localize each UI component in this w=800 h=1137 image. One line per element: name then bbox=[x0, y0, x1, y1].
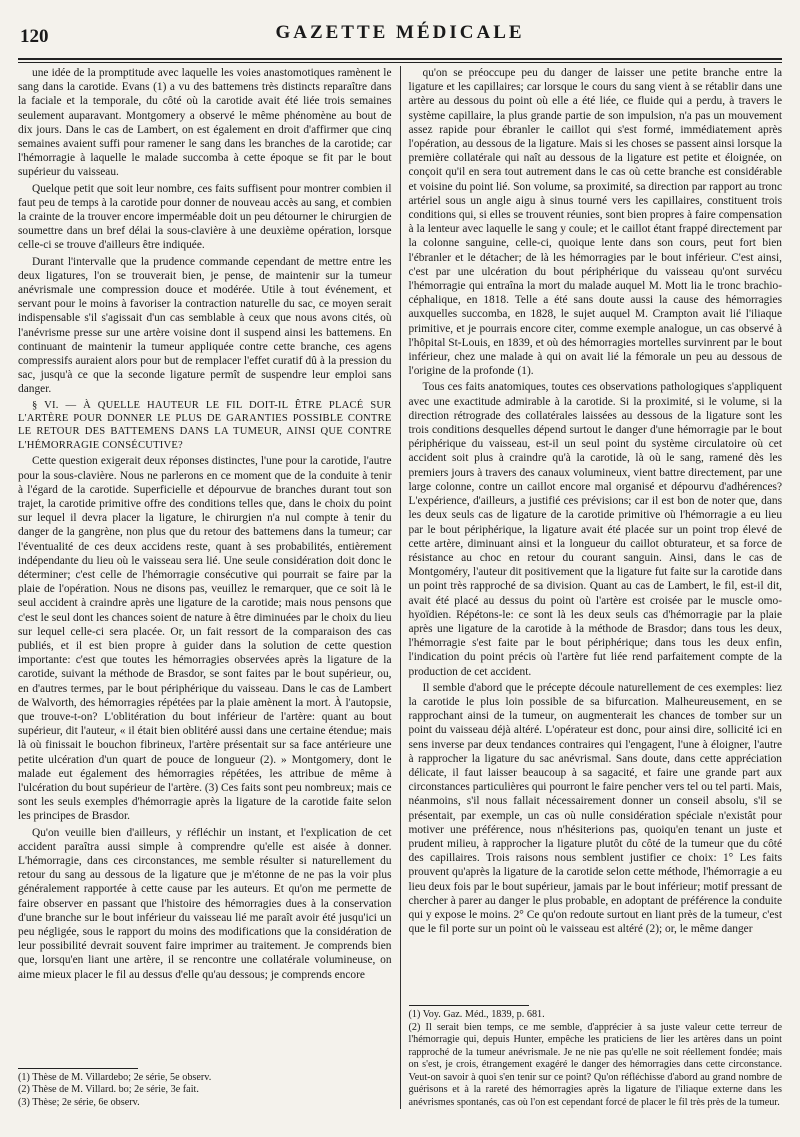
paragraph: Cette question exigerait deux réponses distinctes, l'une pour la carotide, l'autre pour la sous-clavière. Nous ne parlerons en ce moment que de la conduite à tenir à l'égard de la carotide. Superficielle et dépourvue de branches durant tout son trajet, la carotide primitive offre des conditions telles que, dans le choix du point sur lequel il devra placer la ligature, le chirurgien n'a nul compte à tenir du danger de la gangrène, non plus que du retour des battemens dans la tumeur; car l'éventualité de ces deux accidens reste, quant à ses probabilités, entièrement indépendante du lieu où le vaisseau sera lié. Une seule considération doit donc le déterminer; c'est celle de l'hémorragie consécutive qui pourrait se faire par la plaie de l'opération. Nous ne disons pas, veuillez le remarquer, que ce soit là le seul accident à craindre après une ligature de la carotide; mais nous pensons que c'est le seul dont les chances soient de nature à être diminuées par le choix du lieu sur lequel celle-ci sera placée. Or, un fait ressort de la comparaison des cas publiés, et il est bien propre à guider dans la solution de cette question importante: c'est que toutes les hémorragies observées après la ligature de la carotide, suivant la méthode de Brasdor, se sont faites par le bout supérieur, ou, en d'autres termes, par le bout périphérique du vaisseau. Dans le cas de Lambert de Walvorth, des hémorragies répétées par la plaie amènent la mort. À l'autopsie, que trouve-t-on? L'oblitération du bout inférieur de l'artère: quant au bout supérieur, dit l'auteur, « il était bien oblitéré aussi dans une certaine étendue; mais là où finissait le bouchon fibrineux, l'artère présentait sur sa face antérieure une petite ulcération d'un quart de pouce de longueur (2). » Montgomery, dont le malade eut également des hémorragies répétées, les attribue de même à l'ulcération du bout supérieur de l'artère. (3) Ces faits sont peu nombreux; mais ce sont les seuls exemples d'hémorragie après la ligature de la carotide faite selon les principes de Brasdor. bbox=[18, 455, 392, 823]
paragraph: Qu'on veuille bien d'ailleurs, y réfléchir un instant, et l'explication de cet accident paraîtra aussi simple à comprendre qu'elle est aisée à donner. L'hémorragie, dans ces circonstances, me semble résulter si naturellement du retour du sang au dessous de la ligature que je m'étonne de ne pas la voir plus généralement rapportée à cette cause par les auteurs. Et qu'on me permette de faire observer en passant que l'histoire des hémorragies dues à la conservation d'une branche sur le bout inférieur du vaisseau lié me paraît avoir été jusqu'ici un peu négligée, sous le rapport du moins des modifications que la considération de leur possibilité devrait souvent faire imprimer au traitement. Je comprends bien que, lorsqu'en liant une artère, il se rencontre une collatérale volumineuse, on aime mieux placer le fil au dessus d'elle qu'au dessous; je comprends encore bbox=[18, 826, 392, 981]
header-rule bbox=[18, 58, 782, 60]
footnote-rule bbox=[18, 1068, 138, 1069]
section-heading: § VI. — À QUELLE HAUTEUR LE FIL DOIT-IL ÊTRE PLACÉ SUR L'ARTÈRE POUR DONNER LE PLUS DE GARANTIES POSSIBLE CONTRE LE RETOUR DES BATTEMENS DANS LA TUMEUR, AINSI QUE CONTRE L'HÉMORRAGIE CONSÉCUTIVE? bbox=[18, 399, 392, 451]
paragraph: Quelque petit que soit leur nombre, ces faits suffisent pour montrer combien il faut peu de temps à la carotide pour donner de nouveau accès au sang, et combien la crainte de la trouver encore imperméable doit un peu détourner le chirurgien de soumettre dans un bref délai la sous-clavière à une deuxième opération, lorsque celle-ci se trouve d'ailleurs être indiquée. bbox=[18, 182, 392, 252]
header-rule-thin bbox=[18, 62, 782, 63]
paragraph: Durant l'intervalle que la prudence commande cependant de mettre entre les deux ligatures, l'on se trouverait bien, je pense, de maintenir sur la tumeur anévrismale une compression douce et modérée. Utile à tout événement, et servant pour le moins à favoriser la contraction naturelle du sac, ce moyen serait indispensable s'il s'agissait d'un cas semblable à ceux que nous avons cités, où l'anévrisme presse sur une artère voisine dont il suspend ainsi les battemens. En continuant de maintenir la tumeur appliquée contre cette branche, ces agens compressifs auraient alors pour but de remplacer l'effet curatif dû à la pression du sac, jusqu'à ce que la seconde ligature permît de suspendre leur emploi sans danger. bbox=[18, 255, 392, 396]
left-column bbox=[18, 66, 400, 1109]
footnote: (2) Il serait bien temps, ce me semble, d'apprécier à sa juste valeur cette terreur de l'hémorragie qui, depuis Hunter, empêche les praticiens de lier les artères dans un point rapproché de la tumeur anévrismale. Je ne nie pas qu'elle ne soit réellement fondée; mais on s'est, je crois, étrangement exagéré le danger des hémorragies dans cette circonstance. Veut-on savoir à quoi s'en tenir sur ce point? Qu'on réfléchisse d'abord au grand nombre de guérisons et à la rareté des hémorragies après la ligature de l'iliaque externe dans les anévrismes spontanés, cas où l'on est cependant forcé de placer le fil très près de la tumeur. bbox=[408, 1021, 783, 1108]
journal-title: GAZETTE MÉDICALE bbox=[275, 22, 525, 43]
text-columns bbox=[18, 66, 782, 1109]
page-header bbox=[18, 20, 782, 50]
footnotes bbox=[401, 1001, 783, 1109]
paragraph: Tous ces faits anatomiques, toutes ces observations pathologiques s'appliquent avec une exactitude admirable à la carotide. Si la proximité, si le volume, si la direction rétrograde des collatérales laissées au dessous de la ligature sont les trois conditions desquelles dépend surtout le danger d'une hémorragie par le bout périphérique du vaisseau, est-il un seul point du système circulatoire où cet accident soit plus à craindre qu'à la carotide, là où le sang, ramené dès les premiers jours à travers des canaux volumineux, vient battre directement, par une large colonne, contre un caillot encore mal organisé et dépourvu d'adhérences? L'expérience, d'ailleurs, a justifié ces prévisions; car il est bon de noter que, dans les deux seuls cas de ligature de la carotide primitive où l'hémorragie a eu lieu par le bout périphérique, la ligature avait été placée sur un point trop élevé de cette artère, diminuant ainsi et la longueur du caillot obturateur, et sa force de résistance au choc en retour du courant sanguin. Ainsi, dans le cas de Montgoméry, l'auteur dit positivement que la ligature fut faite sur la carotide dans un point très rapproché de sa division. Quant au cas de Lambert, le fil, est-il dit, avait été placé au dessus du point où l'artère est croisée par le muscle omo-hyoïdien. Répétons-le: ce sont là les deux seuls cas d'hémorragie par la plaie après une ligature de la carotide à la méthode de Brasdor; dans tous les deux, l'hémorragie s'est faite par le bout périphérique; dans tous les deux enfin, l'indication du point précis où l'artère fut liée rend parfaitement compte de la production de cet accident. bbox=[408, 381, 783, 678]
page-number: 120 bbox=[20, 26, 49, 47]
paragraph: une idée de la promptitude avec laquelle les voies anastomotiques ramènent le sang dans la carotide. Evans (1) a vu des battemens très distincts reparaître dans la faciale et la temporale, du côté où la carotide avait été liée trois semaines seulement auparavant. Montgomery a observé le même phénomène au bout de dix jours. Dans le cas de Lambert, on est également en droit d'affirmer que cinq semaines avaient suffi pour ramener le sang dans les branches de la carotide; car l'hémorragie à laquelle le malade succomba à cette époque se fit par le bout supérieur du vaisseau. bbox=[18, 67, 392, 179]
paragraph: qu'on se préoccupe peu du danger de laisser une petite branche entre la ligature et les capillaires; car lorsque le cours du sang vient à se rétablir dans une artère au dessous du point où elle a été liée, ce fluide qui a perdu, à travers le système capillaire, la plus grande partie de son impulsion, n'a pas un mouvement assez rapide pour ébranler le caillot qui s'est formé, immédiatement après l'opération, au dessous de la ligature. Mais si les choses se passent ainsi lorsque la première collatérale qui naît au dessous de la ligature est petite et éloignée, on conçoit qu'il en sera tout autrement dans le cas où cette branche est considérable et voisine du point lié. Son volume, sa proximité, sa direction par rapport au tronc artériel sous un angle aigu à sinus tourné vers les capillaires, constituent trois conditions qui, si elles se trouvent réunies, sont bien propres à faire compensation à la lenteur avec laquelle le sang y coule; et le caillot étant frappé directement par la colonne sanguine, celle-ci, quoique lente dans son cours, peut fort bien l'ébranler et le détacher; de là les hémorragies par le bout inférieur. C'est ainsi, c'est par une ulcération du bout périphérique du vaisseau qu'ont survécu l'hémorragie qui entraîna la mort du malade auquel M. Mott lia le tronc brachio-céphalique, en 1818. Telle a été sans doute aussi la cause des hémorragies auxquelles succomba, en 1828, le sujet auquel M. Crampton avait lié l'iliaque primitive, et je pourrais encore citer, comme exemple analogue, un cas observé à l'hôpital St-Louis, en 1839, et où des hémorragies mortelles survinrent par le bout inférieur, chez une malade à qui on avait lié la fémorale un peu au dessous de l'origine de la profonde (1). bbox=[408, 67, 783, 378]
footnote-rule bbox=[409, 1005, 529, 1006]
footnote: (1) Thèse de M. Villardebo; 2e série, 5e observ. bbox=[18, 1071, 212, 1083]
right-column bbox=[401, 66, 783, 1109]
footnote: (3) Thèse; 2e série, 6e observ. bbox=[18, 1096, 140, 1108]
footnotes bbox=[18, 1064, 400, 1110]
footnote: (2) Thèse de M. Villard. bo; 2e série, 3e fait. bbox=[18, 1084, 199, 1095]
paragraph: Il semble d'abord que le précepte découle naturellement de ces exemples: liez la carotide le plus loin possible de sa bifurcation. Malheureusement, en se rapprochant ainsi de la tumeur, on augmenterait les chances de tomber sur un point du vaisseau déjà altéré. L'opérateur est donc, pour ainsi dire, sollicité ici en sens inverse par deux tendances contraires qui l'engagent, l'une à éloigner, l'autre à rapprocher la ligature du sac anévrismal. Sans doute, dans cette appréciation délicate, il faut laisser beaucoup à sa sagacité, et faire une grande part aux circonstances particulières qui pourront le faire pencher vers tel ou tel parti. Mais, néanmoins, s'il nous fallait nécessairement donner un conseil absolu, s'il se présentait, par exemple, un cas où nulle considération spéciale n'existât pour motiver une préférence, nous n'hésiterions pas, quoiqu'en tenant un juste et prudent milieu, à rapprocher la ligature plutôt du côté de la tumeur que du côté des capillaires. Trois raisons nous semblent justifier ce choix: 1° Les faits prouvent qu'après la ligature de la carotide selon cette méthode, l'hémorragie a eu lieu deux fois par le bout supérieur, jamais par le bout inférieur; motif pressant de chercher à parer au danger le plus probable, en adoptant de préférence la conduite qui y expose le moins. 2° Ce qu'on redoute surtout en liant près de la tumeur, c'est que le fil porte sur un point où le vaisseau est altéré (2); or, le même danger bbox=[408, 681, 783, 936]
footnote: (1) Voy. Gaz. Méd., 1839, p. 681. bbox=[408, 1009, 545, 1020]
